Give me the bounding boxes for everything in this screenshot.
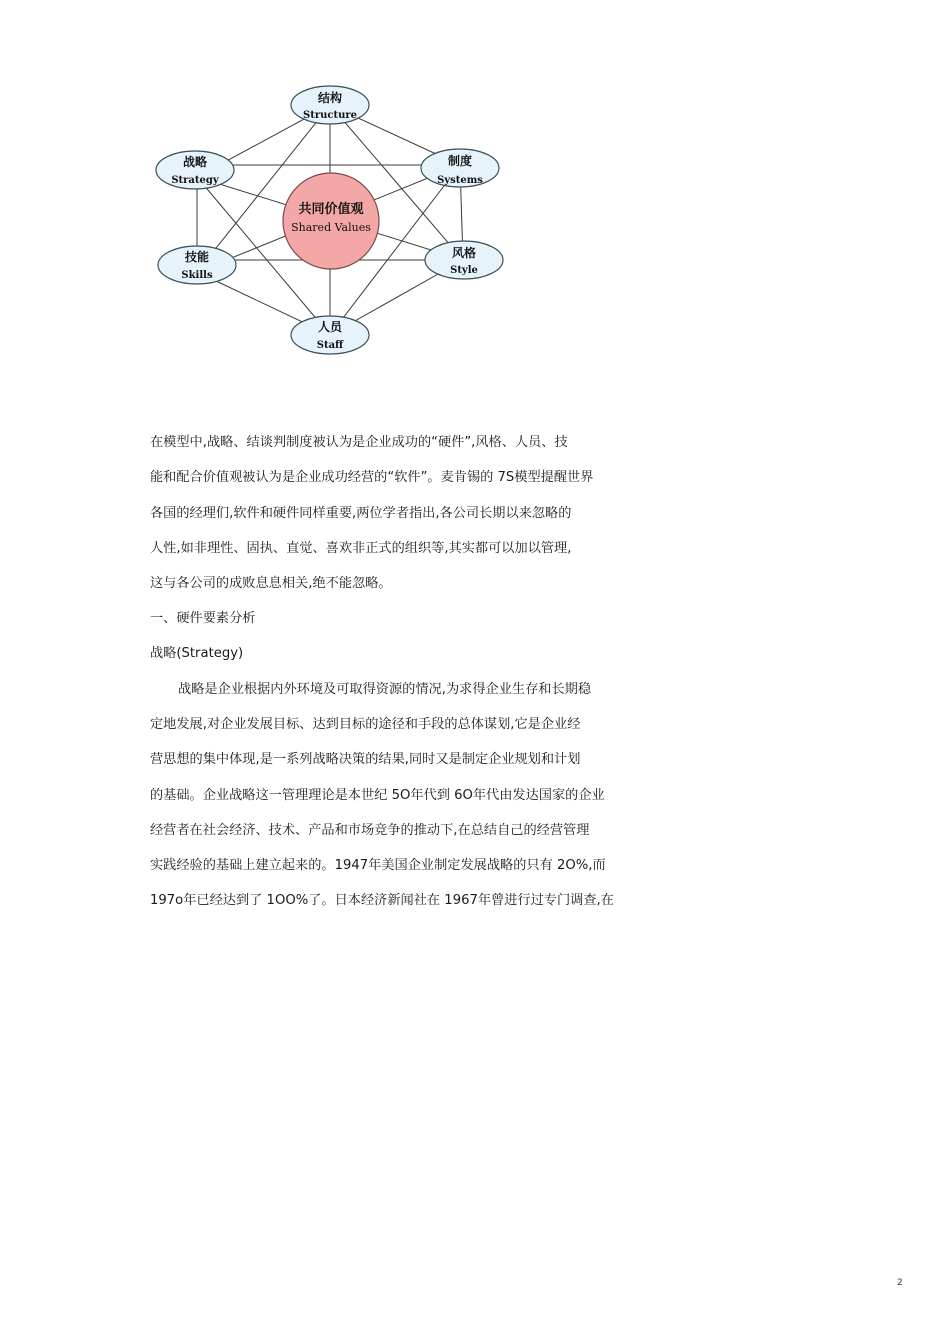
text-line: 实践经验的基础上建立起来的。1947年美国企业制定发展战略的只有 2O%,而 <box>150 858 606 873</box>
node-staff <box>291 316 369 354</box>
node-label-en: Skills <box>181 270 213 281</box>
node-label-en: Strategy <box>171 175 219 186</box>
text-line: 各国的经理们,软件和硬件同样重要,两位学者指出,各公司长期以来忽略的 <box>150 506 572 521</box>
node-label-en: Systems <box>437 175 483 186</box>
page-number: 2 <box>897 1278 903 1288</box>
node-label-cn: 制度 <box>447 154 473 168</box>
node-label-cn: 结构 <box>317 91 343 105</box>
center-label-cn: 共同价值观 <box>298 202 364 217</box>
text-line: 的基础。企业战略这一管理理论是本世纪 5O年代到 6O年代由发达国家的企业 <box>150 788 605 803</box>
7s-model-diagram <box>150 80 520 370</box>
node-label-cn: 人员 <box>317 320 343 334</box>
node-style <box>425 241 503 279</box>
text-line: 人性,如非理性、固执、直觉、喜欢非正式的组织等,其实都可以加以管理, <box>150 541 572 556</box>
node-label-cn: 技能 <box>184 250 210 264</box>
text-line: 197o年已经达到了 1OO%了。日本经济新闻社在 1967年曾进行过专门调查,在 <box>150 893 614 908</box>
center-node-shared-values <box>283 173 379 269</box>
node-label-cn: 风格 <box>451 246 477 260</box>
text-line: 这与各公司的成败息息相关,绝不能忽略。 <box>150 576 392 591</box>
node-label-en: Staff <box>316 340 344 351</box>
text-line: 战略是企业根据内外环境及可取得资源的情况,为求得企业生存和长期稳 <box>178 682 592 697</box>
text-line: 定地发展,对企业发展目标、达到目标的途径和手段的总体谋划,它是企业经 <box>150 717 581 732</box>
node-skills <box>158 246 236 284</box>
center-label-en: Shared Values <box>291 221 371 234</box>
node-label-en: Style <box>450 265 478 276</box>
text-line: 在模型中,战略、结谈判制度被认为是企业成功的“硬件”,风格、人员、技 <box>150 435 568 450</box>
node-strategy <box>156 151 234 189</box>
node-structure <box>291 86 369 124</box>
text-line: 经营者在社会经济、技术、产品和市场竞争的推动下,在总结自己的经营管理 <box>150 823 590 838</box>
node-label-cn: 战略 <box>182 155 208 169</box>
node-label-en: Structure <box>303 110 357 121</box>
section-heading: 一、硬件要素分析 <box>150 611 256 626</box>
text-line: 能和配合价值观被认为是企业成功经营的“软件”。麦肯锡的 7S模型提醒世界 <box>150 470 594 485</box>
text-line: 营思想的集中体现,是一系列战略决策的结果,同时又是制定企业规划和计划 <box>150 752 581 767</box>
node-systems <box>421 149 499 187</box>
sub-heading: 战略(Strategy) <box>150 646 244 661</box>
